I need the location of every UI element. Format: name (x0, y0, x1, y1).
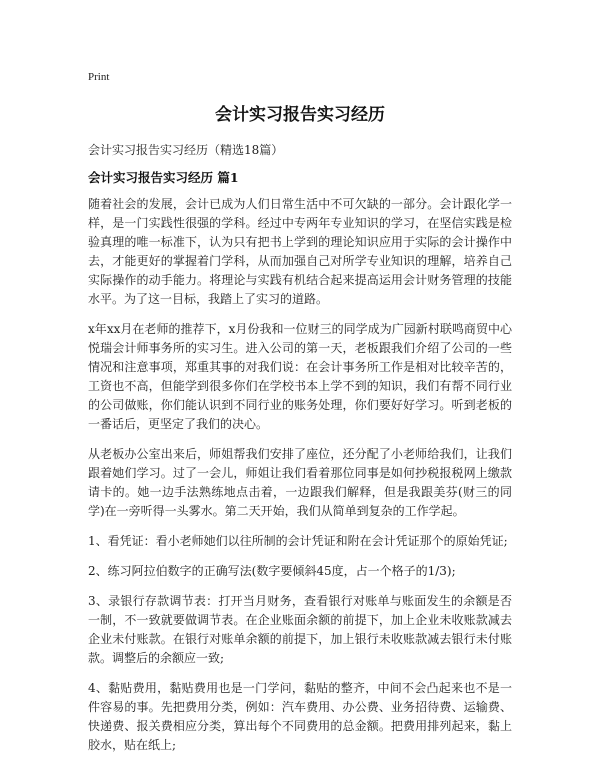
paragraph-intro: 随着社会的发展，会计已成为人们日常生活中不可欠缺的一部分。会计跟化学一样，是一门实践性很强的学科。经过中专两年专业知识的学习，在坚信实践是检验真理的唯一标准下，认为只有把书上学到的理论知识应用于实际的会计操作中去，才能更好的掌握着门学科，从而加强自己对所学专业知识的理解，培养自己实际操作的动手能力。将理论与实践有机结合起来提高运用会计财务管理的技能水平。为了这一目标，我踏上了实习的道路。 (88, 197, 512, 306)
paragraph-first-days: 从老板办公室出来后，师姐帮我们安排了座位，还分配了小老师给我们，让我们跟着她们学习。过了一会儿，师姐让我们看着那位同事是如何抄税报税网上缴款请卡的。她一边手法熟练地点击着，一边跟我们解释，但是我跟美芬(财三的同学)在一旁听得一头雾水。第二天开始，我们从简单到复杂的工作学起。 (88, 447, 512, 518)
document-title: 会计实习报告实习经历 (215, 105, 385, 125)
print-label: Print (88, 71, 110, 83)
paragraph-task-4: 4、黏贴费用，黏贴费用也是一门学问，黏贴的整齐，中间不会凸起来也不是一件容易的事。先把费用分类，例如：汽车费用、办公费、业务招待费、运输费、快递费、报关费相应分类，算出每个不同费用的总金额。把费用排列起来，黏上胶水，贴在纸上; (88, 681, 512, 752)
paragraph-task-2: 2、练习阿拉伯数字的正确写法(数字要倾斜45度，占一个格子的1/3); (88, 564, 456, 578)
paragraph-task-1: 1、看凭证：看小老师她们以往所制的会计凭证和附在会计凭证那个的原始凭证; (88, 534, 508, 548)
section-heading: 会计实习报告实习经历 篇1 (88, 170, 239, 185)
paragraph-internship-start: x年xx月在老师的推荐下，x月份我和一位财三的同学成为广园新村联鸣商贸中心悦瑞会计师事务所的实习生。进入公司的第一天，老板跟我们介绍了公司的一些情况和注意事项，郑重其事的对我们说：在会计事务所工作是相对比较辛苦的，工资也不高，但能学到很多你们在学校书本上学不到的知识，我们有帮不同行业的公司做账，你们能认识到不同行业的账务处理，你们要好好学习。听到老板的一番话后，更坚定了我们的决心。 (88, 322, 512, 431)
paragraph-task-3: 3、录银行存款调节表：打开当月财务，查看银行对账单与账面发生的余额是否一制，不一致就要做调节表。在企业账面余额的前提下，加上企业未收账款减去企业未付账款。在银行对账单余额的前提下，加上银行未收账款减去银行未付账款。调整后的余额应一致; (88, 594, 512, 665)
document-subtitle: 会计实习报告实习经历（精选18篇） (88, 143, 284, 157)
